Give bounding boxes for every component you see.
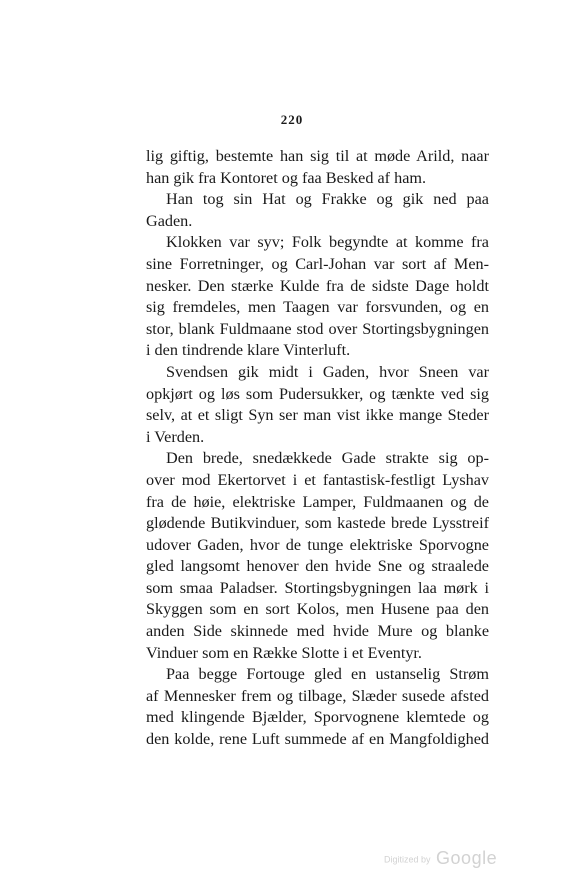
text-line: nesker. Den stærke Kulde fra de sidste Dage holdt [146, 276, 489, 295]
body-text [146, 146, 489, 751]
text-line: udover Gaden, hvor de tunge elektriske Sporvogne [146, 535, 489, 554]
text-line: anden Side skinnede med hvide Mure og blanke [146, 622, 489, 641]
text-line: stor, blank Fuldmaane stod over Stortingsbygningen [146, 319, 489, 338]
text-line: Vinduer som en Række Slotte i et Eventyr. [146, 643, 422, 662]
text-line: af Mennesker frem og tilbage, Slæder susede afsted [146, 686, 489, 705]
page-number: 220 [280, 112, 304, 127]
text-line: Den brede, snedækkede Gade strakte sig op- [166, 449, 489, 468]
text-line: i Verden. [146, 427, 205, 446]
watermark-prefix: Digitized by [384, 854, 431, 865]
watermark-brand: Google [436, 848, 498, 868]
text-line: fra de høie, elektriske Lamper, Fuldmaanen og de [146, 492, 489, 511]
text-line: Han tog sin Hat og Frakke og gik ned paa [166, 190, 489, 209]
text-line: Klokken var syv; Folk begyndte at komme fra [166, 233, 489, 252]
text-line: sine Forretninger, og Carl-Johan var sort af Men- [146, 254, 489, 273]
text-line: lig giftig, bestemte han sig til at møde Arild, naar [146, 147, 489, 165]
text-line: som smaa Paladser. Stortingsbygningen laa mørk i [146, 578, 489, 597]
text-line: den kolde, rene Luft summede af en Mangfoldighed [146, 730, 489, 749]
text-line: over mod Ekertorvet i et fantastisk-festligt Lyshav [146, 470, 489, 489]
text-line: sig fremdeles, men Taagen var forsvunden, og en [146, 298, 489, 317]
watermark [384, 848, 497, 869]
text-line: gled langsomt henover den hvide Sne og straalede [146, 557, 489, 576]
text-line: glødende Butikvinduer, som kastede brede Lysstreif [146, 514, 489, 533]
text-line: med klingende Bjælder, Sporvognene klemtede og [146, 708, 489, 727]
text-line: opkjørt og løs som Pudersukker, og tænkte ved sig [146, 384, 489, 403]
text-line: Gaden. [146, 211, 193, 230]
text-line: han gik fra Kontoret og faa Besked af ham. [146, 168, 427, 187]
text-line: Skyggen som en sort Kolos, men Husene paa den [146, 600, 489, 619]
text-line: i den tindrende klare Vinterluft. [146, 341, 351, 360]
text-line: Paa begge Fortouge gled en ustanselig Strøm [166, 665, 489, 684]
text-line: Svendsen gik midt i Gaden, hvor Sneen var [166, 362, 489, 381]
text-line: selv, at et sligt Syn ser man vist ikke mange Steder [146, 406, 489, 425]
